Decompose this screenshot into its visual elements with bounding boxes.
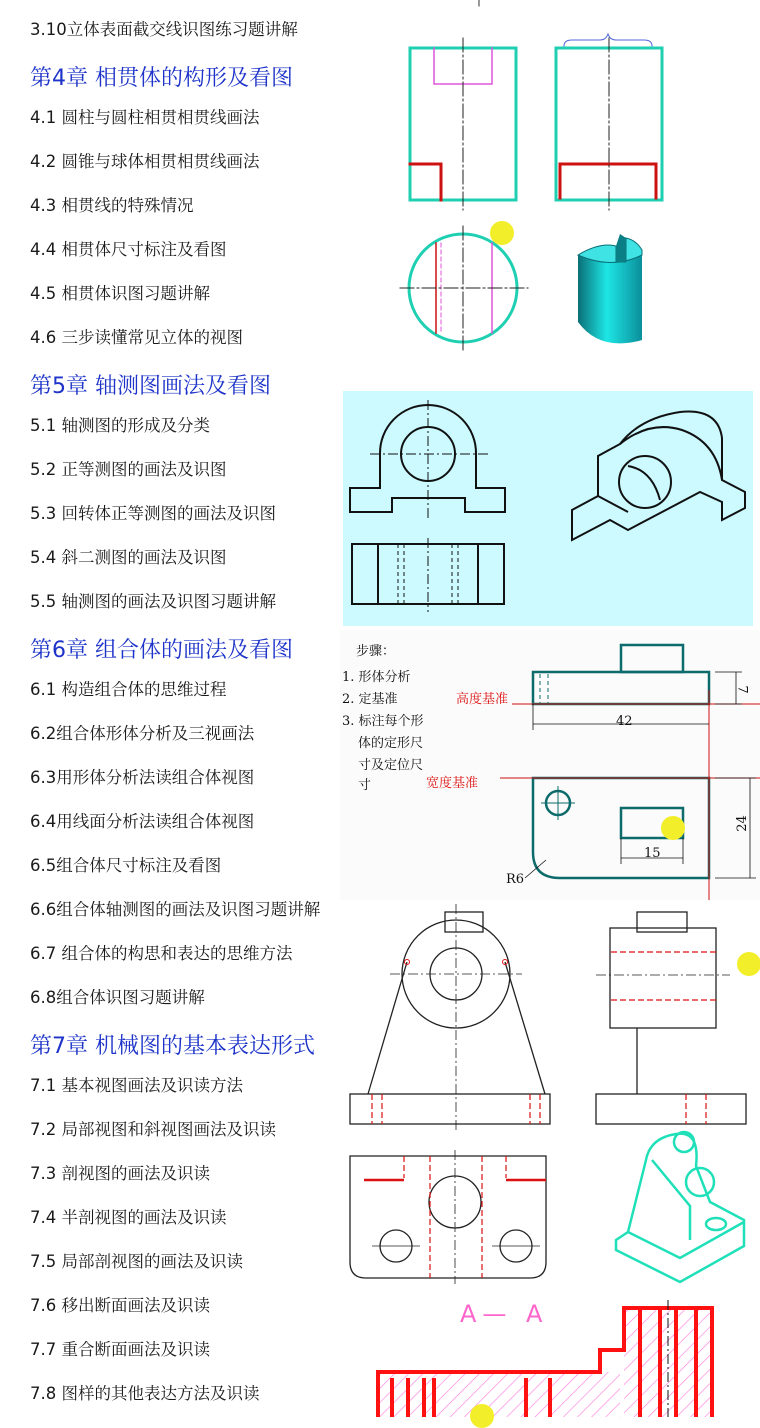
toc-item[interactable]: 4.6 三步读懂常见立体的视图	[30, 328, 243, 347]
toc-item[interactable]: 7.4 半剖视图的画法及识读	[30, 1208, 227, 1227]
toc-item[interactable]: 6.1 构造组合体的思维过程	[30, 680, 227, 699]
step-3-line2: 体的定形尺	[358, 736, 424, 751]
fig-section-view	[370, 1300, 720, 1417]
fig-axonometric	[343, 391, 753, 626]
steps-heading: 步骤：	[356, 644, 396, 659]
toc-item[interactable]: 4.2 圆锥与球体相贯相贯线画法	[30, 152, 260, 171]
toc-item[interactable]: 6.6组合体轴测图的画法及识图习题讲解	[30, 900, 321, 919]
toc-item[interactable]: 6.5组合体尺寸标注及看图	[30, 856, 222, 875]
toc-item[interactable]: 7.6 移出断面画法及识读	[30, 1296, 210, 1315]
toc-item[interactable]: 7.1 基本视图画法及识读方法	[30, 1076, 243, 1095]
toc-item[interactable]: 6.2组合体形体分析及三视画法	[30, 724, 255, 743]
toc-item[interactable]: 5.5 轴测图的画法及识图习题讲解	[30, 592, 276, 611]
fig-bearing-block-views	[345, 900, 760, 1285]
toc-item[interactable]: 4.3 相贯线的特殊情况	[30, 196, 194, 215]
toc-item[interactable]: 4.1 圆柱与圆柱相贯相贯线画法	[30, 108, 260, 127]
toc-item[interactable]: 7.3 剖视图的画法及识读	[30, 1164, 210, 1183]
toc-item[interactable]: 6.8组合体识图习题讲解	[30, 988, 205, 1007]
toc-chapter-heading[interactable]: 第7章 机械图的基本表达形式	[30, 1034, 315, 1059]
dim-15: 15	[644, 846, 661, 861]
toc-item[interactable]: 7.7 重合断面画法及识读	[30, 1340, 210, 1359]
toc-item[interactable]: 6.3用形体分析法读组合体视图	[30, 768, 255, 787]
toc-item[interactable]: 3.10立体表面截交线识图练习题讲解	[30, 20, 298, 39]
step-3: 3. 标注每个形	[342, 714, 424, 729]
toc-chapter-heading[interactable]: 第6章 组合体的画法及看图	[30, 638, 293, 663]
cursor-highlight	[737, 952, 760, 976]
step-3-line4: 寸	[358, 778, 372, 793]
dim-42: 42	[616, 714, 633, 729]
step-3-line3: 寸及定位尺	[358, 758, 424, 773]
toc-chapter-heading[interactable]: 第4章 相贯体的构形及看图	[30, 66, 293, 91]
dim-7: 7	[734, 685, 750, 694]
toc-item[interactable]: 7.5 局部剖视图的画法及识读	[30, 1252, 243, 1271]
width-datum-label: 宽度基准	[426, 776, 479, 791]
cursor-highlight	[470, 1404, 494, 1428]
toc-item[interactable]: 6.7 组合体的构思和表达的思维方法	[30, 944, 293, 963]
cursor-highlight	[661, 816, 685, 840]
toc-item[interactable]: 5.4 斜二测图的画法及识图	[30, 548, 227, 567]
toc-item[interactable]: 6.4用线面分析法读组合体视图	[30, 812, 255, 831]
toc-chapter-heading[interactable]: 第5章 轴测图画法及看图	[30, 374, 271, 399]
dim-r6: R6	[506, 872, 525, 887]
toc-item[interactable]: 4.4 相贯体尺寸标注及看图	[30, 240, 227, 259]
fig-dimension-drawing	[340, 630, 760, 900]
step-2: 2. 定基准	[342, 692, 398, 707]
fig-intersection-views	[395, 0, 675, 360]
cursor-highlight	[490, 221, 514, 245]
toc-item[interactable]: 5.2 正等测图的画法及识图	[30, 460, 227, 479]
toc-item[interactable]: 5.1 轴测图的形成及分类	[30, 416, 210, 435]
step-1: 1. 形体分析	[342, 670, 411, 685]
height-datum-label: 高度基准	[456, 692, 509, 707]
section-label: A— A	[460, 1300, 549, 1328]
toc-item[interactable]: 7.2 局部视图和斜视图画法及识读	[30, 1120, 276, 1139]
dim-24: 24	[734, 815, 750, 832]
toc-item[interactable]: 4.5 相贯体识图习题讲解	[30, 284, 210, 303]
toc-item[interactable]: 7.8 图样的其他表达方法及识读	[30, 1384, 260, 1403]
toc-item[interactable]: 5.3 回转体正等测图的画法及识图	[30, 504, 276, 523]
